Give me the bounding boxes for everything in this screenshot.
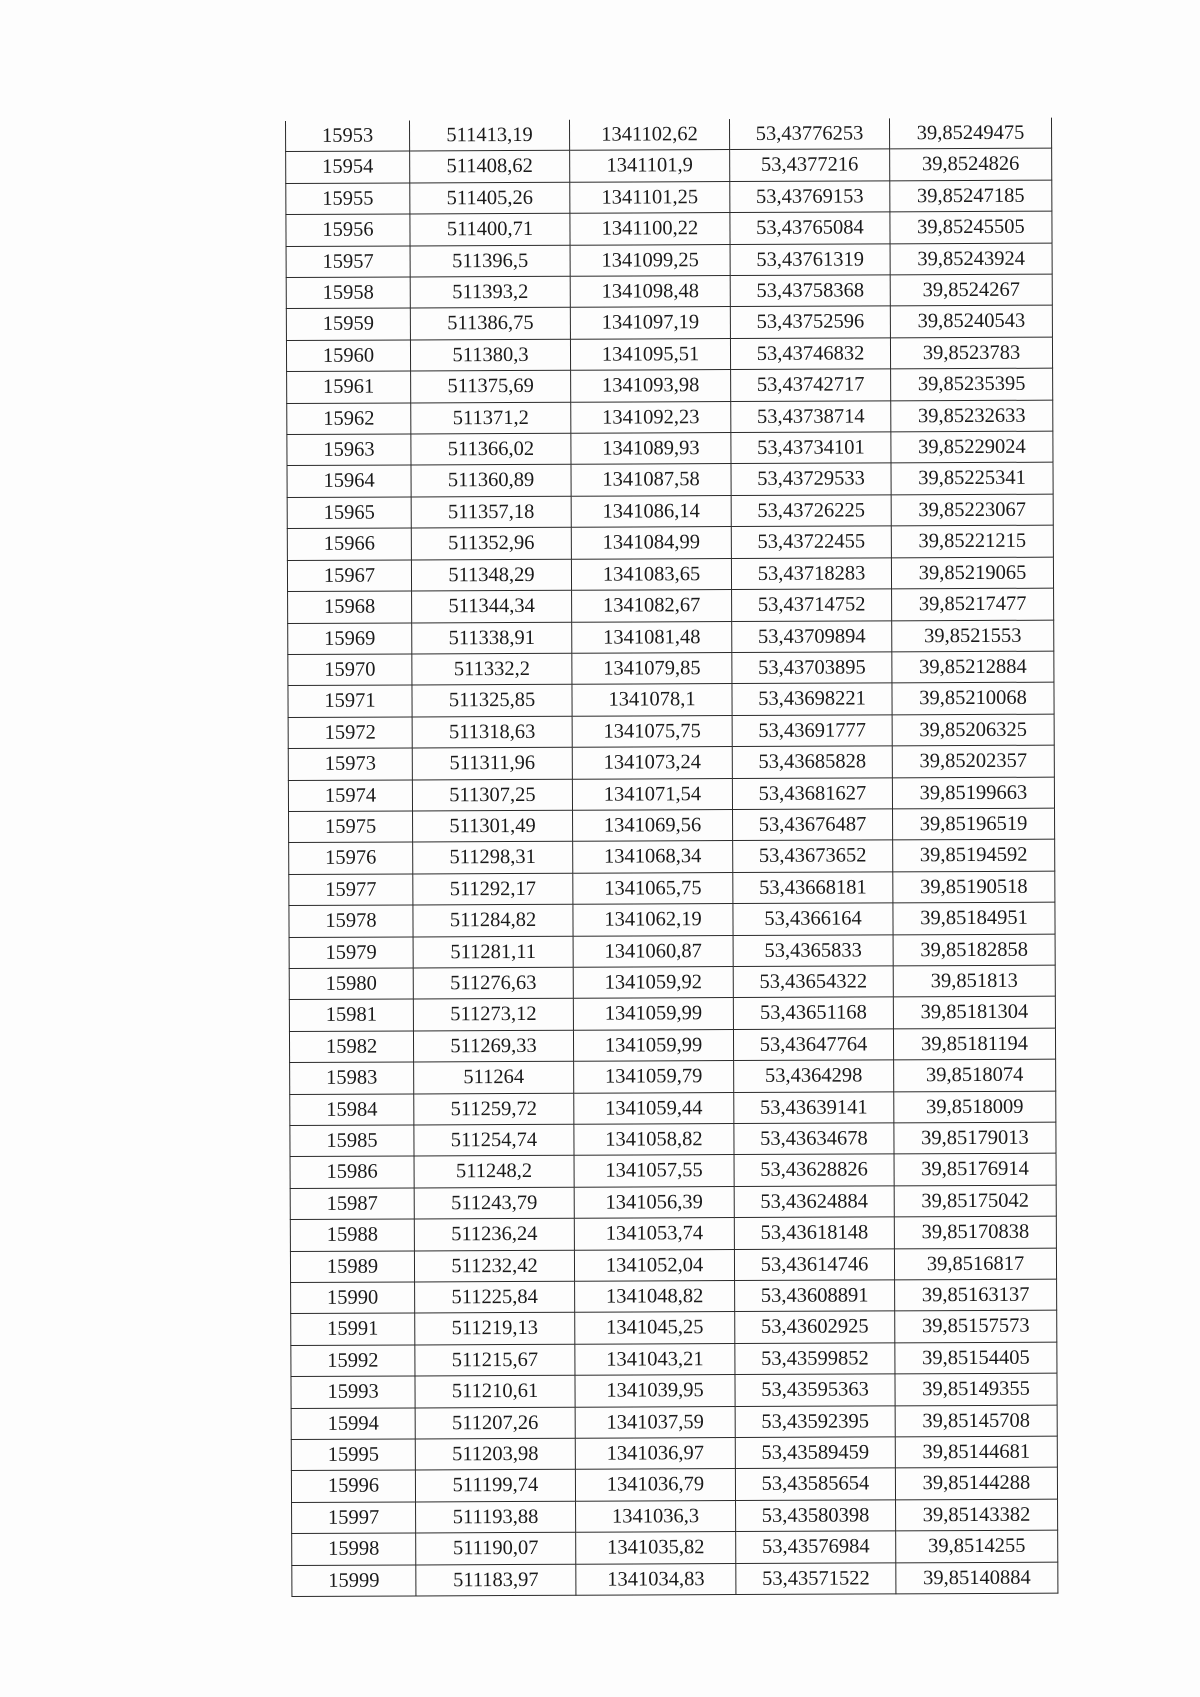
x-coordinate-cell: 511375,69 (411, 371, 571, 403)
longitude-cell: 39,85202357 (892, 745, 1054, 777)
longitude-cell: 39,85179013 (894, 1122, 1056, 1154)
table-row (287, 525, 1053, 560)
longitude-cell: 39,85243924 (890, 243, 1052, 275)
longitude-cell: 39,8518074 (894, 1059, 1056, 1091)
table-row (288, 588, 1054, 623)
y-coordinate-cell: 1341059,44 (574, 1092, 734, 1124)
y-coordinate-cell: 1341035,82 (576, 1532, 736, 1564)
y-coordinate-cell: 1341098,48 (570, 276, 730, 308)
y-coordinate-cell: 1341097,19 (570, 307, 730, 339)
x-coordinate-cell: 511380,3 (410, 339, 570, 371)
y-coordinate-cell: 1341087,58 (571, 464, 731, 496)
latitude-cell: 53,43668181 (733, 872, 893, 904)
y-coordinate-cell: 1341079,85 (572, 652, 732, 684)
x-coordinate-cell: 511298,31 (413, 842, 573, 874)
latitude-cell: 53,43718283 (731, 558, 891, 590)
table-row (288, 651, 1054, 686)
y-coordinate-cell: 1341036,3 (576, 1500, 736, 1532)
latitude-cell: 53,43592395 (735, 1406, 895, 1438)
latitude-cell: 53,43599852 (735, 1343, 895, 1375)
latitude-cell: 53,43698221 (732, 683, 892, 715)
latitude-cell: 53,43639141 (734, 1091, 894, 1123)
point-number-cell: 15980 (289, 968, 413, 1000)
y-coordinate-cell: 1341045,25 (575, 1312, 735, 1344)
longitude-cell: 39,8524826 (890, 149, 1052, 181)
y-coordinate-cell: 1341101,9 (570, 150, 730, 182)
latitude-cell: 53,43654322 (733, 966, 893, 998)
point-number-cell: 15971 (288, 685, 412, 717)
y-coordinate-cell: 1341065,75 (573, 872, 733, 904)
table-row (288, 777, 1054, 812)
y-coordinate-cell: 1341059,99 (573, 998, 733, 1030)
table-row (286, 243, 1052, 278)
y-coordinate-cell: 1341075,75 (572, 715, 732, 747)
longitude-cell: 39,85194592 (893, 839, 1055, 871)
table-row (289, 871, 1055, 906)
latitude-cell: 53,43681627 (732, 777, 892, 809)
table-row (288, 620, 1054, 655)
y-coordinate-cell: 1341101,25 (570, 181, 730, 213)
latitude-cell: 53,43614746 (734, 1248, 894, 1280)
latitude-cell: 53,43589459 (735, 1437, 895, 1469)
longitude-cell: 39,85144681 (895, 1436, 1057, 1468)
y-coordinate-cell: 1341057,55 (574, 1155, 734, 1187)
latitude-cell: 53,43673652 (733, 840, 893, 872)
x-coordinate-cell: 511183,97 (416, 1564, 576, 1596)
x-coordinate-cell: 511269,33 (413, 1030, 573, 1062)
longitude-cell: 39,85247185 (890, 180, 1052, 212)
table-row (287, 368, 1053, 403)
longitude-cell: 39,85199663 (892, 777, 1054, 809)
y-coordinate-cell: 1341059,99 (573, 1029, 733, 1061)
point-number-cell: 15974 (288, 779, 412, 811)
x-coordinate-cell: 511236,24 (414, 1218, 574, 1250)
point-number-cell: 15984 (290, 1094, 414, 1126)
table-row (291, 1405, 1057, 1440)
y-coordinate-cell: 1341082,67 (572, 590, 732, 622)
table-row (288, 682, 1054, 717)
table-row (287, 431, 1053, 466)
longitude-cell: 39,85217477 (892, 588, 1054, 620)
x-coordinate-cell: 511301,49 (413, 810, 573, 842)
x-coordinate-cell: 511284,82 (413, 904, 573, 936)
y-coordinate-cell: 1341083,65 (571, 558, 731, 590)
x-coordinate-cell: 511276,63 (413, 967, 573, 999)
longitude-cell: 39,85144288 (895, 1468, 1057, 1500)
latitude-cell: 53,43685828 (732, 746, 892, 778)
longitude-cell: 39,8523783 (890, 337, 1052, 369)
x-coordinate-cell: 511193,88 (416, 1501, 576, 1533)
latitude-cell: 53,43722455 (731, 526, 891, 558)
table-row (289, 965, 1055, 1000)
y-coordinate-cell: 1341084,99 (571, 527, 731, 559)
longitude-cell: 39,85245505 (890, 211, 1052, 243)
y-coordinate-cell: 1341086,14 (571, 495, 731, 527)
latitude-cell: 53,43618148 (734, 1217, 894, 1249)
table-row (290, 1185, 1056, 1220)
latitude-cell: 53,43595363 (735, 1374, 895, 1406)
longitude-cell: 39,85206325 (892, 714, 1054, 746)
x-coordinate-cell: 511259,72 (414, 1093, 574, 1125)
x-coordinate-cell: 511408,62 (410, 151, 570, 183)
longitude-cell: 39,85157573 (895, 1311, 1057, 1343)
table-row (291, 1311, 1057, 1346)
y-coordinate-cell: 1341048,82 (575, 1281, 735, 1313)
point-number-cell: 15953 (286, 120, 410, 151)
y-coordinate-cell: 1341099,25 (570, 244, 730, 276)
latitude-cell: 53,43571522 (736, 1563, 896, 1595)
latitude-cell: 53,43676487 (733, 809, 893, 841)
y-coordinate-cell: 1341089,93 (571, 433, 731, 465)
point-number-cell: 15979 (289, 937, 413, 969)
longitude-cell: 39,85219065 (891, 557, 1053, 589)
x-coordinate-cell: 511292,17 (413, 873, 573, 905)
table-row (290, 1216, 1056, 1251)
table-row (290, 1059, 1056, 1094)
point-number-cell: 15975 (289, 811, 413, 843)
latitude-cell: 53,43580398 (736, 1500, 896, 1532)
x-coordinate-cell: 511344,34 (412, 590, 572, 622)
x-coordinate-cell: 511273,12 (413, 999, 573, 1031)
longitude-cell: 39,85223067 (891, 494, 1053, 526)
longitude-cell: 39,8521553 (892, 620, 1054, 652)
y-coordinate-cell: 1341034,83 (576, 1563, 736, 1595)
longitude-cell: 39,85196519 (893, 808, 1055, 840)
longitude-cell: 39,85154405 (895, 1342, 1057, 1374)
latitude-cell: 53,43746832 (730, 338, 890, 370)
x-coordinate-cell: 511338,91 (412, 622, 572, 654)
longitude-cell: 39,8524267 (890, 274, 1052, 306)
longitude-cell: 39,85182858 (893, 934, 1055, 966)
longitude-cell: 39,85240543 (890, 306, 1052, 338)
latitude-cell: 53,4366164 (733, 903, 893, 935)
point-number-cell: 15998 (292, 1533, 416, 1565)
latitude-cell: 53,43729533 (731, 463, 891, 495)
longitude-cell: 39,85176914 (894, 1154, 1056, 1186)
y-coordinate-cell: 1341073,24 (572, 747, 732, 779)
coordinates-table (285, 118, 1058, 1597)
table-row (287, 494, 1053, 529)
latitude-cell: 53,43709894 (732, 620, 892, 652)
x-coordinate-cell: 511243,79 (414, 1187, 574, 1219)
longitude-cell: 39,85175042 (894, 1185, 1056, 1217)
table-row (290, 1091, 1056, 1126)
y-coordinate-cell: 1341043,21 (575, 1343, 735, 1375)
point-number-cell: 15999 (292, 1565, 416, 1597)
y-coordinate-cell: 1341069,56 (573, 809, 733, 841)
point-number-cell: 15981 (289, 999, 413, 1031)
point-number-cell: 15985 (290, 1125, 414, 1157)
point-number-cell: 15973 (288, 748, 412, 780)
y-coordinate-cell: 1341060,87 (573, 935, 733, 967)
latitude-cell: 53,43634678 (734, 1123, 894, 1155)
point-number-cell: 15993 (291, 1376, 415, 1408)
y-coordinate-cell: 1341059,79 (574, 1061, 734, 1093)
table-row (287, 400, 1053, 435)
longitude-cell: 39,85181194 (893, 1028, 1055, 1060)
x-coordinate-cell: 511348,29 (411, 559, 571, 591)
point-number-cell: 15964 (287, 465, 411, 497)
point-number-cell: 15959 (286, 308, 410, 340)
table-row (290, 1248, 1056, 1283)
point-number-cell: 15988 (290, 1219, 414, 1251)
point-number-cell: 15967 (287, 560, 411, 592)
longitude-cell: 39,85140884 (896, 1562, 1058, 1594)
x-coordinate-cell: 511393,2 (410, 276, 570, 308)
table-row (286, 306, 1052, 341)
table-row (287, 463, 1053, 498)
table-row (288, 745, 1054, 780)
table-row (286, 211, 1052, 246)
x-coordinate-cell: 511396,5 (410, 245, 570, 277)
y-coordinate-cell: 1341052,04 (574, 1249, 734, 1281)
x-coordinate-cell: 511199,74 (415, 1470, 575, 1502)
latitude-cell: 53,4364298 (734, 1060, 894, 1092)
point-number-cell: 15956 (286, 214, 410, 246)
table-row (292, 1499, 1058, 1534)
point-number-cell: 15989 (290, 1251, 414, 1283)
point-number-cell: 15995 (291, 1439, 415, 1471)
point-number-cell: 15991 (291, 1313, 415, 1345)
point-number-cell: 15987 (290, 1188, 414, 1220)
longitude-cell: 39,85170838 (894, 1216, 1056, 1248)
point-number-cell: 15954 (286, 151, 410, 183)
point-number-cell: 15970 (288, 654, 412, 686)
point-number-cell: 15990 (291, 1282, 415, 1314)
longitude-cell: 39,85210068 (892, 682, 1054, 714)
x-coordinate-cell: 511190,07 (416, 1533, 576, 1565)
point-number-cell: 15972 (288, 717, 412, 749)
longitude-cell: 39,85212884 (892, 651, 1054, 683)
point-number-cell: 15983 (290, 1062, 414, 1094)
x-coordinate-cell: 511318,63 (412, 716, 572, 748)
x-coordinate-cell: 511264 (414, 1061, 574, 1093)
point-number-cell: 15965 (287, 497, 411, 529)
point-number-cell: 15992 (291, 1345, 415, 1377)
table-row (291, 1436, 1057, 1471)
longitude-cell: 39,85163137 (895, 1279, 1057, 1311)
x-coordinate-cell: 511371,2 (411, 402, 571, 434)
table-row (289, 902, 1055, 937)
x-coordinate-cell: 511219,13 (415, 1313, 575, 1345)
x-coordinate-cell: 511386,75 (410, 308, 570, 340)
point-number-cell: 15958 (286, 277, 410, 309)
x-coordinate-cell: 511400,71 (410, 213, 570, 245)
latitude-cell: 53,43738714 (731, 401, 891, 433)
y-coordinate-cell: 1341053,74 (574, 1218, 734, 1250)
table-row (292, 1562, 1058, 1597)
longitude-cell: 39,851813 (893, 965, 1055, 997)
latitude-cell: 53,43703895 (732, 652, 892, 684)
longitude-cell: 39,85232633 (891, 400, 1053, 432)
x-coordinate-cell: 511248,2 (414, 1156, 574, 1188)
latitude-cell: 53,43585654 (735, 1468, 895, 1500)
longitude-cell: 39,85249475 (889, 118, 1051, 150)
latitude-cell: 53,43742717 (731, 369, 891, 401)
x-coordinate-cell: 511311,96 (412, 747, 572, 779)
x-coordinate-cell: 511360,89 (411, 465, 571, 497)
table-row (286, 337, 1052, 372)
latitude-cell: 53,43624884 (734, 1186, 894, 1218)
table-row (291, 1373, 1057, 1408)
point-number-cell: 15962 (287, 403, 411, 435)
point-number-cell: 15977 (289, 874, 413, 906)
latitude-cell: 53,43734101 (731, 432, 891, 464)
x-coordinate-cell: 511332,2 (412, 653, 572, 685)
point-number-cell: 15978 (289, 905, 413, 937)
latitude-cell: 53,43769153 (730, 181, 890, 213)
latitude-cell: 53,4377216 (730, 149, 890, 181)
y-coordinate-cell: 1341078,1 (572, 684, 732, 716)
point-number-cell: 15955 (286, 183, 410, 215)
longitude-cell: 39,8516817 (894, 1248, 1056, 1280)
y-coordinate-cell: 1341058,82 (574, 1124, 734, 1156)
y-coordinate-cell: 1341068,34 (573, 841, 733, 873)
coordinates-table-body (286, 118, 1058, 1597)
point-number-cell: 15976 (289, 842, 413, 874)
point-number-cell: 15969 (288, 622, 412, 654)
latitude-cell: 53,43602925 (735, 1311, 895, 1343)
longitude-cell: 39,85190518 (893, 871, 1055, 903)
longitude-cell: 39,85225341 (891, 463, 1053, 495)
longitude-cell: 39,85145708 (895, 1405, 1057, 1437)
x-coordinate-cell: 511413,19 (409, 120, 569, 152)
y-coordinate-cell: 1341092,23 (571, 401, 731, 433)
x-coordinate-cell: 511307,25 (412, 779, 572, 811)
table-row (292, 1530, 1058, 1565)
x-coordinate-cell: 511325,85 (412, 685, 572, 717)
longitude-cell: 39,8518009 (894, 1091, 1056, 1123)
x-coordinate-cell: 511210,61 (415, 1375, 575, 1407)
y-coordinate-cell: 1341093,98 (571, 370, 731, 402)
point-number-cell: 15996 (291, 1470, 415, 1502)
point-number-cell: 15961 (287, 371, 411, 403)
y-coordinate-cell: 1341095,51 (570, 338, 730, 370)
x-coordinate-cell: 511207,26 (415, 1407, 575, 1439)
table-row (286, 274, 1052, 309)
y-coordinate-cell: 1341071,54 (572, 778, 732, 810)
latitude-cell: 53,43761319 (730, 243, 890, 275)
y-coordinate-cell: 1341062,19 (573, 904, 733, 936)
x-coordinate-cell: 511225,84 (415, 1281, 575, 1313)
longitude-cell: 39,85235395 (891, 368, 1053, 400)
table-row (291, 1342, 1057, 1377)
longitude-cell: 39,85221215 (891, 525, 1053, 557)
latitude-cell: 53,43691777 (732, 715, 892, 747)
table-row (288, 714, 1054, 749)
table-row (291, 1468, 1057, 1503)
y-coordinate-cell: 1341036,97 (575, 1438, 735, 1470)
table-row (286, 180, 1052, 215)
latitude-cell: 53,43628826 (734, 1154, 894, 1186)
table-row (286, 149, 1052, 184)
x-coordinate-cell: 511366,02 (411, 433, 571, 465)
latitude-cell: 53,43651168 (733, 997, 893, 1029)
latitude-cell: 53,4365833 (733, 934, 893, 966)
longitude-cell: 39,85143382 (896, 1499, 1058, 1531)
longitude-cell: 39,85149355 (895, 1373, 1057, 1405)
point-number-cell: 15994 (291, 1408, 415, 1440)
x-coordinate-cell: 511254,74 (414, 1124, 574, 1156)
point-number-cell: 15968 (288, 591, 412, 623)
x-coordinate-cell: 511215,67 (415, 1344, 575, 1376)
point-number-cell: 15966 (287, 528, 411, 560)
longitude-cell: 39,8514255 (896, 1530, 1058, 1562)
latitude-cell: 53,43726225 (731, 495, 891, 527)
y-coordinate-cell: 1341036,79 (575, 1469, 735, 1501)
latitude-cell: 53,43608891 (735, 1280, 895, 1312)
y-coordinate-cell: 1341056,39 (574, 1186, 734, 1218)
point-number-cell: 15957 (286, 246, 410, 278)
y-coordinate-cell: 1341059,92 (573, 967, 733, 999)
point-number-cell: 15986 (290, 1156, 414, 1188)
latitude-cell: 53,43765084 (730, 212, 890, 244)
x-coordinate-cell: 511232,42 (414, 1250, 574, 1282)
point-number-cell: 15982 (289, 1031, 413, 1063)
table-row (290, 1154, 1056, 1189)
table-row (289, 934, 1055, 969)
point-number-cell: 15997 (292, 1502, 416, 1534)
table-row (289, 808, 1055, 843)
x-coordinate-cell: 511203,98 (415, 1438, 575, 1470)
table-row (290, 1122, 1056, 1157)
y-coordinate-cell: 1341039,95 (575, 1375, 735, 1407)
table-row (286, 118, 1052, 152)
table-row (289, 839, 1055, 874)
table-row (291, 1279, 1057, 1314)
latitude-cell: 53,43758368 (730, 275, 890, 307)
table-row (289, 997, 1055, 1032)
x-coordinate-cell: 511352,96 (411, 528, 571, 560)
table-row (287, 557, 1053, 592)
latitude-cell: 53,43714752 (732, 589, 892, 621)
longitude-cell: 39,85229024 (891, 431, 1053, 463)
longitude-cell: 39,85181304 (893, 997, 1055, 1029)
y-coordinate-cell: 1341100,22 (570, 213, 730, 245)
latitude-cell: 53,43647764 (733, 1029, 893, 1061)
latitude-cell: 53,43752596 (730, 306, 890, 338)
y-coordinate-cell: 1341102,62 (569, 119, 729, 151)
point-number-cell: 15963 (287, 434, 411, 466)
table-row (289, 1028, 1055, 1063)
point-number-cell: 15960 (286, 340, 410, 372)
longitude-cell: 39,85184951 (893, 902, 1055, 934)
x-coordinate-cell: 511405,26 (410, 182, 570, 214)
y-coordinate-cell: 1341037,59 (575, 1406, 735, 1438)
x-coordinate-cell: 511281,11 (413, 936, 573, 968)
x-coordinate-cell: 511357,18 (411, 496, 571, 528)
y-coordinate-cell: 1341081,48 (572, 621, 732, 653)
latitude-cell: 53,43776253 (729, 118, 889, 150)
latitude-cell: 53,43576984 (736, 1531, 896, 1563)
